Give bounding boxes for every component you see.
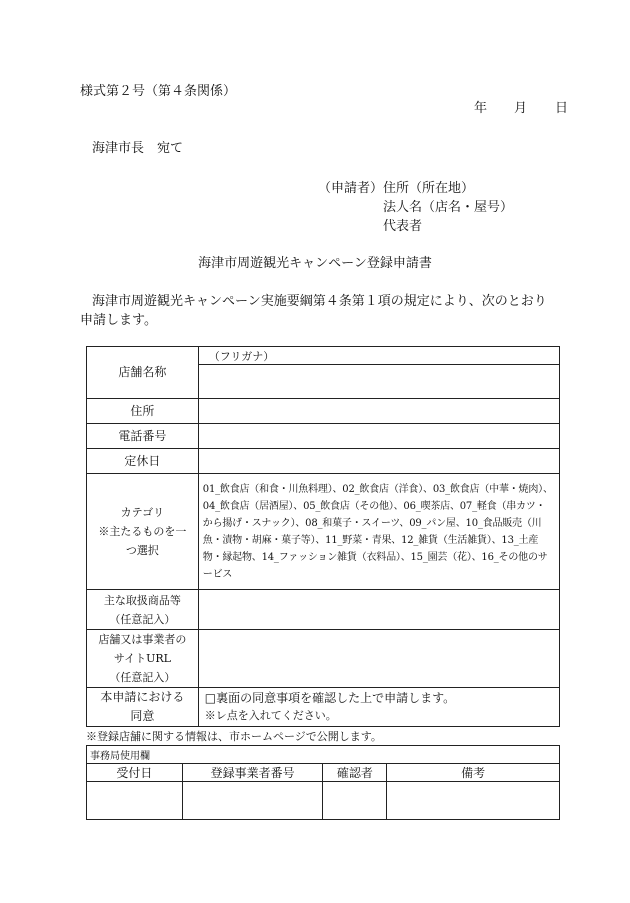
received-date-field[interactable]: [87, 782, 183, 820]
category-note-1: ※主たるものを一: [98, 525, 187, 538]
col-registration-number: 登録事業者番号: [182, 764, 323, 782]
address-field[interactable]: [198, 399, 559, 424]
applicant-address: 住所（所在地）: [383, 181, 475, 196]
products-label: 主な取扱商品等: [103, 593, 181, 607]
publish-note: ※登録店舗に関する情報は、市ホームページで公開します。: [86, 730, 382, 743]
site-label-1: 店舗又は事業者の: [98, 633, 187, 646]
application-table: [86, 346, 560, 727]
site-label-2: サイトURL: [113, 652, 171, 665]
date-month: 月: [514, 101, 528, 116]
holiday-field[interactable]: [198, 449, 559, 474]
phone-field[interactable]: [198, 424, 559, 449]
form-number: 様式第２号（第４条関係）: [80, 84, 237, 99]
phone-label: 電話番号: [87, 424, 199, 449]
address-label: 住所: [87, 399, 199, 424]
consent-label-2: 同意: [130, 709, 155, 723]
consent-label-1: 本申請における: [100, 690, 185, 704]
col-remarks: 備考: [387, 764, 560, 782]
date-year: 年: [474, 101, 488, 116]
consent-cell: [198, 688, 559, 727]
applicant-corp-name: 法人名（店名・屋号）: [383, 200, 514, 215]
form-title: 海津市周遊観光キャンペーン登録申請書: [198, 256, 432, 271]
site-optional: （任意記入）: [109, 671, 176, 684]
products-label-cell: [87, 590, 199, 630]
intro-line-2: 申請します。: [80, 313, 157, 328]
consent-label-cell: [87, 688, 199, 727]
col-received-date: 受付日: [87, 764, 183, 782]
holiday-label: 定休日: [87, 449, 199, 474]
office-use-table: [86, 745, 560, 820]
store-name-label: 店舗名称: [87, 347, 199, 399]
remarks-field[interactable]: [387, 782, 560, 820]
office-use-title: 事務局使用欄: [87, 746, 560, 764]
products-optional: （任意記入）: [109, 612, 176, 626]
products-field[interactable]: [198, 590, 559, 630]
consent-checkbox[interactable]: □裏面の同意事項を確認した上で申請します。: [204, 691, 456, 705]
category-label: カテゴリ: [120, 506, 165, 519]
site-label-cell: [87, 630, 199, 688]
date-day: 日: [555, 101, 569, 116]
store-name-field[interactable]: [198, 365, 559, 399]
applicant-representative: 代表者: [383, 219, 423, 234]
furigana-field[interactable]: [198, 347, 559, 365]
consent-note: ※レ点を入れてください。: [204, 709, 337, 722]
registration-number-field[interactable]: [182, 782, 323, 820]
addressee: 海津市長 宛て: [92, 141, 184, 156]
furigana-label: （フリガナ）: [208, 349, 275, 363]
category-options[interactable]: 01_飲食店（和食・川魚料理）、02_飲食店（洋食）、03_飲食店（中華・焼肉）、04_飲食店（居酒屋）、05_飲食店（その他）、06_喫茶店、07_軽食（串カツ・から揚げ・スナック）、08_和菓子・スイーツ、09_パン屋、10_食品販売（川魚・漬物・胡麻・菓子等）、11_野菜・青果、12_雑貨（生活雑貨）、13_土産物・縁起物、14_ファッション雑貨（衣料品）、15_園芸（花）、16_その他のサービス: [198, 474, 559, 590]
intro-line-1: 海津市周遊観光キャンペーン実施要綱第４条第１項の規定により、次のとおり: [92, 294, 547, 309]
site-url-field[interactable]: [198, 630, 559, 688]
category-note-2: つ選択: [125, 544, 159, 557]
category-label-cell: [87, 474, 199, 590]
applicant-label: （申請者）: [318, 181, 384, 196]
col-confirmer: 確認者: [323, 764, 387, 782]
confirmer-field[interactable]: [323, 782, 387, 820]
